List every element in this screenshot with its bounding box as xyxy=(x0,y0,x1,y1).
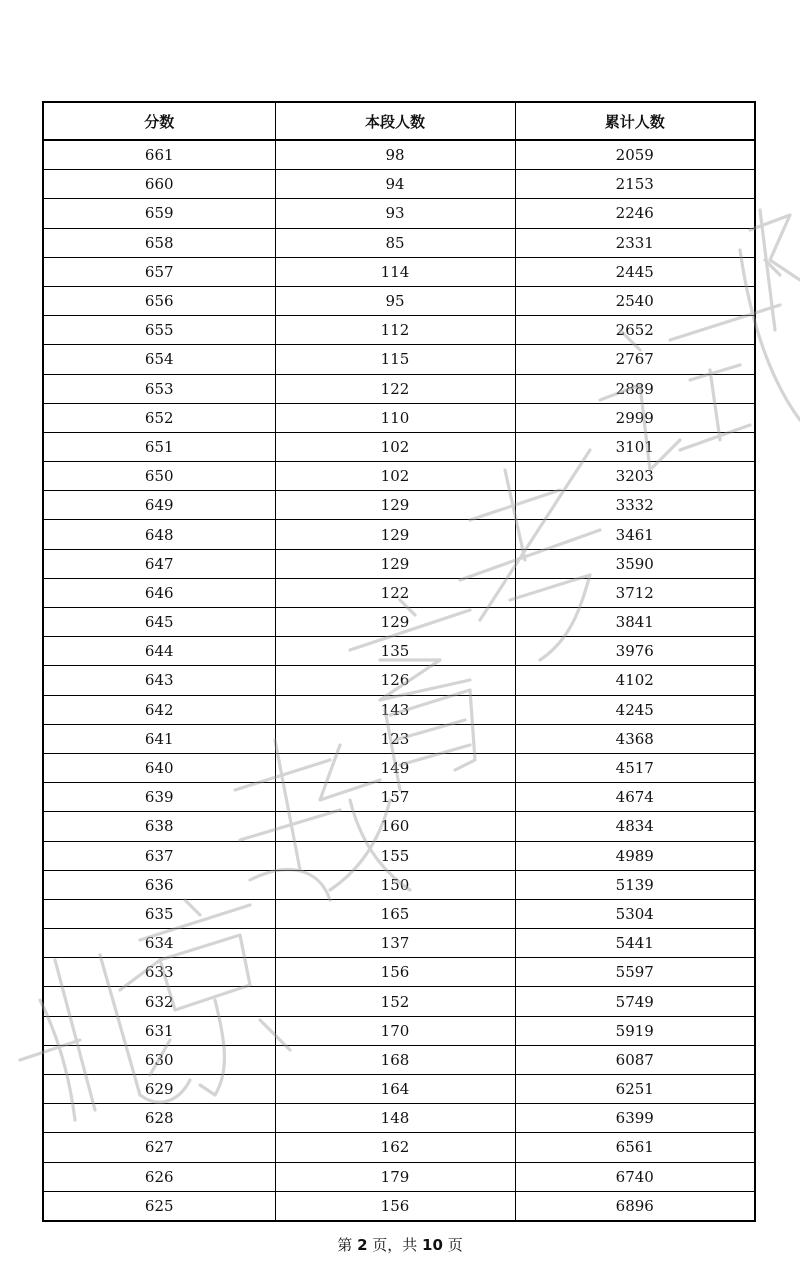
cell-segment-count: 149 xyxy=(275,753,515,782)
table-row xyxy=(43,783,755,812)
cell-score: 633 xyxy=(43,958,275,987)
cell-segment-count: 135 xyxy=(275,637,515,666)
cell-score: 644 xyxy=(43,637,275,666)
total-pages-number: 10 xyxy=(422,1236,443,1254)
cell-cumulative-count: 3976 xyxy=(515,637,755,666)
cell-cumulative-count: 5919 xyxy=(515,1016,755,1045)
cell-cumulative-count: 3461 xyxy=(515,520,755,549)
cell-score: 653 xyxy=(43,374,275,403)
cell-score: 640 xyxy=(43,753,275,782)
cell-score: 654 xyxy=(43,345,275,374)
cell-segment-count: 129 xyxy=(275,608,515,637)
cell-segment-count: 102 xyxy=(275,432,515,461)
cell-score: 655 xyxy=(43,316,275,345)
cell-segment-count: 156 xyxy=(275,958,515,987)
cell-cumulative-count: 6896 xyxy=(515,1191,755,1221)
cell-score: 629 xyxy=(43,1075,275,1104)
cell-segment-count: 122 xyxy=(275,578,515,607)
cell-segment-count: 155 xyxy=(275,841,515,870)
cell-score: 634 xyxy=(43,929,275,958)
cell-cumulative-count: 3590 xyxy=(515,549,755,578)
cell-segment-count: 156 xyxy=(275,1191,515,1221)
table-row xyxy=(43,608,755,637)
table-row xyxy=(43,1075,755,1104)
cell-segment-count: 137 xyxy=(275,929,515,958)
cell-cumulative-count: 5749 xyxy=(515,987,755,1016)
cell-cumulative-count: 2246 xyxy=(515,199,755,228)
table-body xyxy=(43,140,755,1221)
cell-score: 642 xyxy=(43,695,275,724)
cell-cumulative-count: 5597 xyxy=(515,958,755,987)
table-row xyxy=(43,724,755,753)
table-row xyxy=(43,403,755,432)
cell-cumulative-count: 6399 xyxy=(515,1104,755,1133)
footer-prefix: 第 xyxy=(337,1236,358,1254)
table-row xyxy=(43,286,755,315)
cell-score: 643 xyxy=(43,666,275,695)
cell-segment-count: 150 xyxy=(275,870,515,899)
cell-score: 657 xyxy=(43,257,275,286)
cell-score: 646 xyxy=(43,578,275,607)
cell-segment-count: 112 xyxy=(275,316,515,345)
cell-segment-count: 168 xyxy=(275,1045,515,1074)
cell-segment-count: 162 xyxy=(275,1133,515,1162)
cell-score: 652 xyxy=(43,403,275,432)
table-row xyxy=(43,1162,755,1191)
cell-cumulative-count: 5304 xyxy=(515,899,755,928)
table-row xyxy=(43,578,755,607)
cell-cumulative-count: 4245 xyxy=(515,695,755,724)
cell-score: 645 xyxy=(43,608,275,637)
cell-cumulative-count: 6087 xyxy=(515,1045,755,1074)
cell-score: 649 xyxy=(43,491,275,520)
cell-segment-count: 129 xyxy=(275,491,515,520)
cell-cumulative-count: 6740 xyxy=(515,1162,755,1191)
cell-cumulative-count: 2153 xyxy=(515,170,755,199)
cell-score: 628 xyxy=(43,1104,275,1133)
cell-score: 630 xyxy=(43,1045,275,1074)
cell-cumulative-count: 5139 xyxy=(515,870,755,899)
cell-score: 647 xyxy=(43,549,275,578)
cell-score: 648 xyxy=(43,520,275,549)
cell-cumulative-count: 2059 xyxy=(515,140,755,170)
cell-segment-count: 152 xyxy=(275,987,515,1016)
cell-segment-count: 94 xyxy=(275,170,515,199)
table-row xyxy=(43,753,755,782)
table-row xyxy=(43,841,755,870)
cell-segment-count: 85 xyxy=(275,228,515,257)
table-row xyxy=(43,199,755,228)
column-header-cumulative-count: 累计人数 xyxy=(515,102,755,140)
cell-cumulative-count: 5441 xyxy=(515,929,755,958)
cell-cumulative-count: 4989 xyxy=(515,841,755,870)
cell-cumulative-count: 3101 xyxy=(515,432,755,461)
cell-cumulative-count: 2652 xyxy=(515,316,755,345)
cell-segment-count: 179 xyxy=(275,1162,515,1191)
cell-score: 661 xyxy=(43,140,275,170)
cell-cumulative-count: 4517 xyxy=(515,753,755,782)
cell-cumulative-count: 4368 xyxy=(515,724,755,753)
cell-segment-count: 157 xyxy=(275,783,515,812)
table-row xyxy=(43,374,755,403)
cell-score: 638 xyxy=(43,812,275,841)
cell-cumulative-count: 2889 xyxy=(515,374,755,403)
cell-cumulative-count: 4102 xyxy=(515,666,755,695)
cell-segment-count: 126 xyxy=(275,666,515,695)
table-row xyxy=(43,520,755,549)
cell-score: 635 xyxy=(43,899,275,928)
cell-segment-count: 123 xyxy=(275,724,515,753)
table-row xyxy=(43,1016,755,1045)
cell-segment-count: 170 xyxy=(275,1016,515,1045)
cell-cumulative-count: 3841 xyxy=(515,608,755,637)
cell-cumulative-count: 3712 xyxy=(515,578,755,607)
cell-cumulative-count: 6561 xyxy=(515,1133,755,1162)
cell-score: 625 xyxy=(43,1191,275,1221)
cell-score: 636 xyxy=(43,870,275,899)
cell-segment-count: 165 xyxy=(275,899,515,928)
table-row xyxy=(43,345,755,374)
cell-score: 660 xyxy=(43,170,275,199)
cell-segment-count: 129 xyxy=(275,520,515,549)
table-row xyxy=(43,929,755,958)
table-row xyxy=(43,637,755,666)
cell-score: 631 xyxy=(43,1016,275,1045)
cell-segment-count: 98 xyxy=(275,140,515,170)
cell-score: 627 xyxy=(43,1133,275,1162)
table-row xyxy=(43,316,755,345)
cell-segment-count: 160 xyxy=(275,812,515,841)
table-row xyxy=(43,462,755,491)
column-header-segment-count: 本段人数 xyxy=(275,102,515,140)
cell-score: 641 xyxy=(43,724,275,753)
watermark-glyph-7 xyxy=(750,210,800,330)
cell-score: 656 xyxy=(43,286,275,315)
cell-cumulative-count: 2999 xyxy=(515,403,755,432)
cell-score: 632 xyxy=(43,987,275,1016)
cell-cumulative-count: 3332 xyxy=(515,491,755,520)
page-footer xyxy=(0,1234,800,1255)
table-row xyxy=(43,958,755,987)
table-row xyxy=(43,1191,755,1221)
table-row xyxy=(43,899,755,928)
cell-cumulative-count: 3203 xyxy=(515,462,755,491)
cell-cumulative-count: 4674 xyxy=(515,783,755,812)
cell-cumulative-count: 4834 xyxy=(515,812,755,841)
current-page-number: 2 xyxy=(357,1236,368,1254)
score-distribution-table xyxy=(42,101,756,1222)
table-row xyxy=(43,432,755,461)
table-row xyxy=(43,695,755,724)
cell-cumulative-count: 2331 xyxy=(515,228,755,257)
table-row xyxy=(43,666,755,695)
table-row xyxy=(43,987,755,1016)
cell-score: 651 xyxy=(43,432,275,461)
table-row xyxy=(43,491,755,520)
cell-segment-count: 93 xyxy=(275,199,515,228)
cell-score: 650 xyxy=(43,462,275,491)
cell-segment-count: 143 xyxy=(275,695,515,724)
footer-suffix: 页 xyxy=(442,1236,463,1254)
cell-segment-count: 110 xyxy=(275,403,515,432)
cell-segment-count: 122 xyxy=(275,374,515,403)
cell-cumulative-count: 6251 xyxy=(515,1075,755,1104)
cell-score: 637 xyxy=(43,841,275,870)
table-row xyxy=(43,1133,755,1162)
table-row xyxy=(43,1104,755,1133)
table-header-row xyxy=(43,102,755,140)
cell-segment-count: 115 xyxy=(275,345,515,374)
footer-middle: 页，共 xyxy=(367,1236,423,1254)
table-row xyxy=(43,170,755,199)
cell-score: 658 xyxy=(43,228,275,257)
table-row xyxy=(43,549,755,578)
table-row xyxy=(43,228,755,257)
table-row xyxy=(43,812,755,841)
cell-score: 639 xyxy=(43,783,275,812)
table-row xyxy=(43,1045,755,1074)
cell-segment-count: 114 xyxy=(275,257,515,286)
cell-cumulative-count: 2767 xyxy=(515,345,755,374)
cell-segment-count: 129 xyxy=(275,549,515,578)
cell-cumulative-count: 2540 xyxy=(515,286,755,315)
cell-segment-count: 95 xyxy=(275,286,515,315)
cell-segment-count: 102 xyxy=(275,462,515,491)
column-header-score: 分数 xyxy=(43,102,275,140)
table-row xyxy=(43,870,755,899)
table-row xyxy=(43,140,755,170)
cell-cumulative-count: 2445 xyxy=(515,257,755,286)
cell-segment-count: 164 xyxy=(275,1075,515,1104)
cell-score: 626 xyxy=(43,1162,275,1191)
cell-segment-count: 148 xyxy=(275,1104,515,1133)
table-row xyxy=(43,257,755,286)
cell-score: 659 xyxy=(43,199,275,228)
